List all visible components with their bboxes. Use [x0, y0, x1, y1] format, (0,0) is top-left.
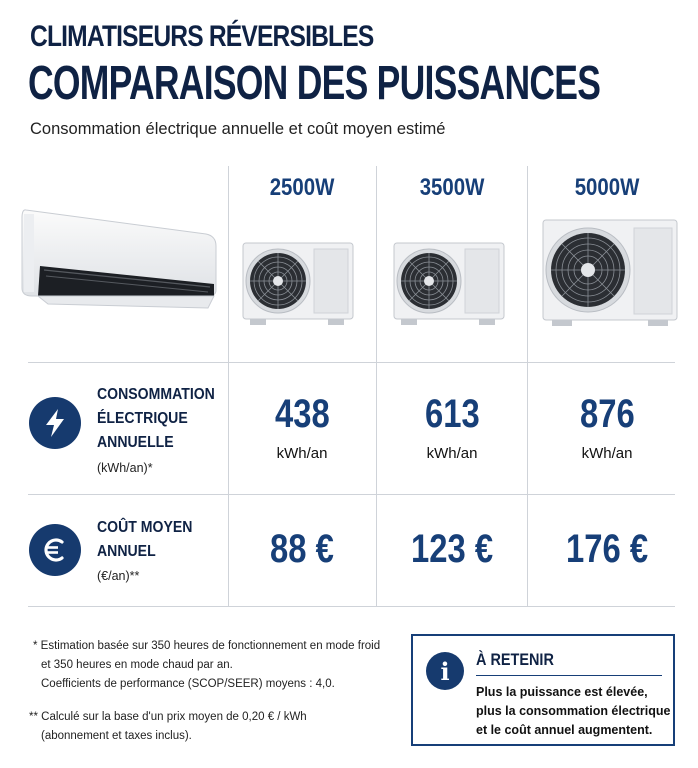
cost-value: 123 € [410, 527, 494, 571]
column-header-power: 3500W [419, 174, 485, 201]
subtitle: Consommation électrique annuelle et coût moyen estimé [30, 120, 446, 138]
column-divider [527, 166, 528, 606]
consumption-value-unit: kWh/an [426, 445, 478, 462]
cost-value: 176 € [565, 527, 649, 571]
indoor-unit-image [18, 204, 220, 312]
consumption-value: 876 [579, 392, 635, 436]
outdoor-unit-image [240, 240, 356, 328]
outdoor-unit-image [391, 240, 507, 328]
footnote-2: ** Calculé sur la base d'un prix moyen de 0,20 € / kWh (abonnement et taxes inclus). [29, 711, 307, 742]
consumption-value-unit: kWh/an [276, 445, 328, 462]
consumption-value: 613 [424, 392, 480, 436]
consumption-unit: (kWh/an)* [97, 461, 153, 475]
info-box-title: À RETENIR [476, 650, 554, 669]
cost-unit: (€/an)** [97, 569, 140, 583]
info-icon: i [426, 652, 464, 690]
footnote-1: * Estimation basée sur 350 heures de fonctionnement en mode froid et 350 heures en mode chaud par an. Coefficients de performance (SCOP/SEER) moyens : 4,0. [33, 640, 381, 690]
row-divider [28, 606, 675, 607]
consumption-value: 438 [274, 392, 330, 436]
info-box-divider [476, 675, 662, 676]
consumption-value-unit: kWh/an [581, 445, 633, 462]
info-box [411, 634, 675, 746]
outdoor-unit-image [540, 218, 680, 328]
lightning-icon [29, 397, 81, 449]
row-divider [28, 362, 675, 363]
column-header-power: 2500W [269, 174, 335, 201]
row-divider [28, 494, 675, 495]
consumption-label: CONSOMMATION ÉLECTRIQUE ANNUELLE [97, 386, 215, 451]
title-line1: CLIMATISEURS RÉVERSIBLES [30, 20, 374, 53]
cost-label: COÛT MOYEN ANNUEL [97, 519, 193, 560]
column-header-power: 5000W [574, 174, 640, 201]
info-box-text: Plus la puissance est élevée, plus la consommation électrique et le coût annuel augmentent. [476, 685, 671, 737]
cost-value: 88 € [270, 527, 334, 571]
euro-icon [29, 524, 81, 576]
title-line2: COMPARAISON DES PUISSANCES [28, 57, 601, 110]
